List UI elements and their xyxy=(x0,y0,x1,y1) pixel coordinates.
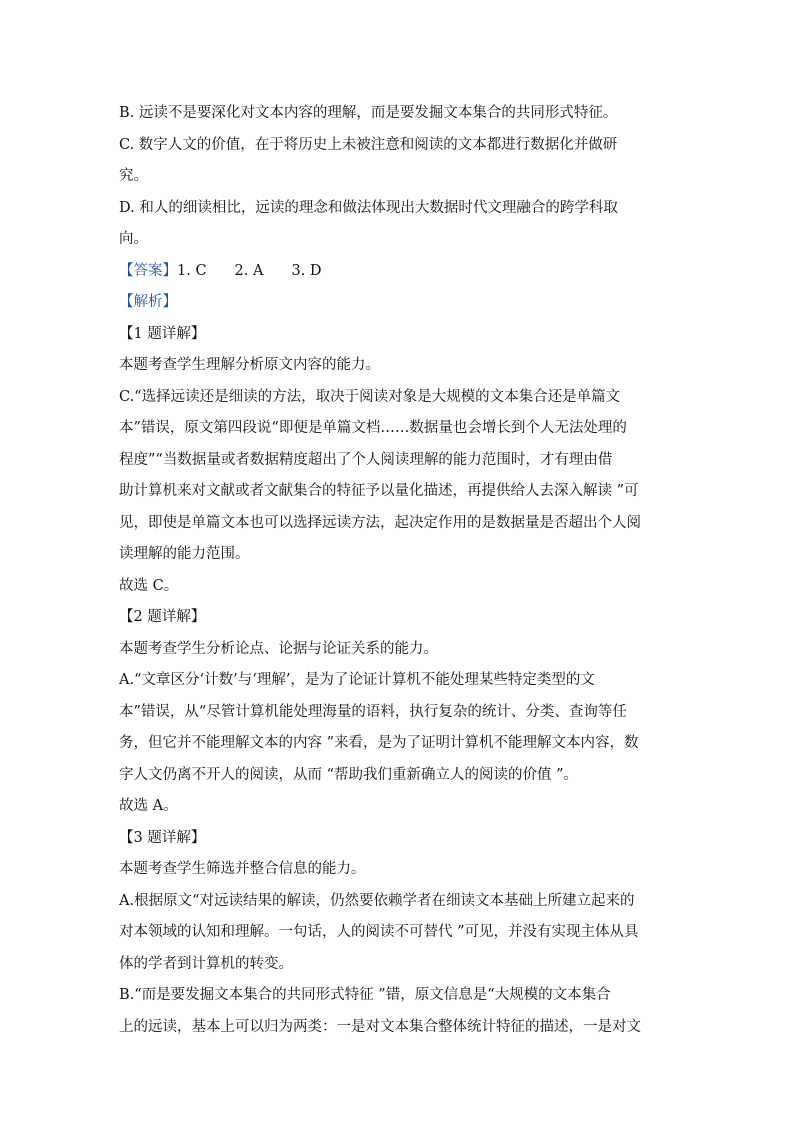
q1-para-line-2: 本”错误，原文第四段说“即便是单篇文档……数据量也会增长到个人无法处理的 xyxy=(119,420,627,436)
option-d-line-1: D. 和人的细读相比，远读的理念和做法体现出大数据时代文理融合的跨学科取 xyxy=(119,199,618,216)
q1-para-line-4: 助计算机来对文献或者文献集合的特征予以量化描述，再提供给人去深入解读 ”可 xyxy=(119,483,639,499)
q1-choice: 故选 C。 xyxy=(119,577,179,594)
q1-para-line-6: 读理解的能力范围。 xyxy=(119,546,250,562)
answer-label: 【答案】 xyxy=(119,262,177,279)
document-page xyxy=(119,98,679,1043)
q1-para-line-5: 见，即使是单篇文本也可以选择远读方法，起决定作用的是数据量是否超出个人阅 xyxy=(119,514,641,531)
option-c-line-1: C. 数字人文的价值，在于将历史上未被注意和阅读的文本都进行数据化并做研 xyxy=(119,136,618,153)
q2-para-line-2: 本”错误，从“尽管计算机能处理海量的语料，执行复杂的统计、分类、查询等任 xyxy=(119,703,627,720)
q3-para-b-line-1: B.“而是要发掘文本集合的共同形式特征 ”错，原文信息是“大规模的文本集合 xyxy=(119,987,611,1003)
q3-para-a-line-3: 体的学者到计算机的转变。 xyxy=(119,955,293,972)
q2-intro: 本题考查学生分析论点、论据与论证关系的能力。 xyxy=(119,640,438,657)
q3-heading: 【3 题详解】 xyxy=(119,829,206,846)
q1-heading: 【1 题详解】 xyxy=(119,325,206,342)
answer-item-1: 1. C xyxy=(177,262,207,279)
q3-para-b-line-2: 上的远读，基本上可以归为两类：一是对文本集合整体统计特征的描述，一是对文 xyxy=(119,1018,641,1035)
q2-para-line-3: 务，但它并不能理解文本的内容 ”来看，是为了证明计算机不能理解文本内容，数 xyxy=(119,735,639,751)
q2-choice: 故选 A。 xyxy=(119,798,178,814)
option-c-line-2: 究。 xyxy=(119,168,148,184)
option-b-line: B. 远读不是要深化对文本内容的理解，而是要发掘文本集合的共同形式特征。 xyxy=(119,105,618,121)
q3-para-a-line-1: A.根据原文“对远读结果的解读，仍然要依赖学者在细读文本基础上所建立起来的 xyxy=(119,892,635,909)
q3-para-a-line-2: 对本领域的认知和理解。一句话，人的阅读不可替代 ”可见，并没有实现主体从具 xyxy=(119,924,639,940)
q2-para-line-4: 字人文仍离不开人的阅读，从而 “帮助我们重新确立人的阅读的价值 ”。 xyxy=(119,766,579,783)
q2-para-line-1: A.“文章区分‘计数’与‘理解’，是为了论证计算机不能处理某些特定类型的文 xyxy=(119,672,595,688)
answer-item-2: 2. A xyxy=(234,262,264,279)
q1-para-line-3: 程度”“当数据量或者数据精度超出了个人阅读理解的能力范围时，才有理由借 xyxy=(119,451,613,468)
q2-heading: 【2 题详解】 xyxy=(119,609,206,625)
q3-intro: 本题考查学生筛选并整合信息的能力。 xyxy=(119,861,366,877)
answer-item-3: 3. D xyxy=(291,262,322,279)
q1-para-line-1: C.“选择远读还是细读的方法，取决于阅读对象是大规模的文本集合还是单篇文 xyxy=(119,388,621,405)
answer-line xyxy=(119,256,679,288)
analysis-heading: 【解析】 xyxy=(119,294,177,310)
option-d-line-2: 向。 xyxy=(119,231,148,247)
q1-intro: 本题考查学生理解分析原文内容的能力。 xyxy=(119,357,380,373)
